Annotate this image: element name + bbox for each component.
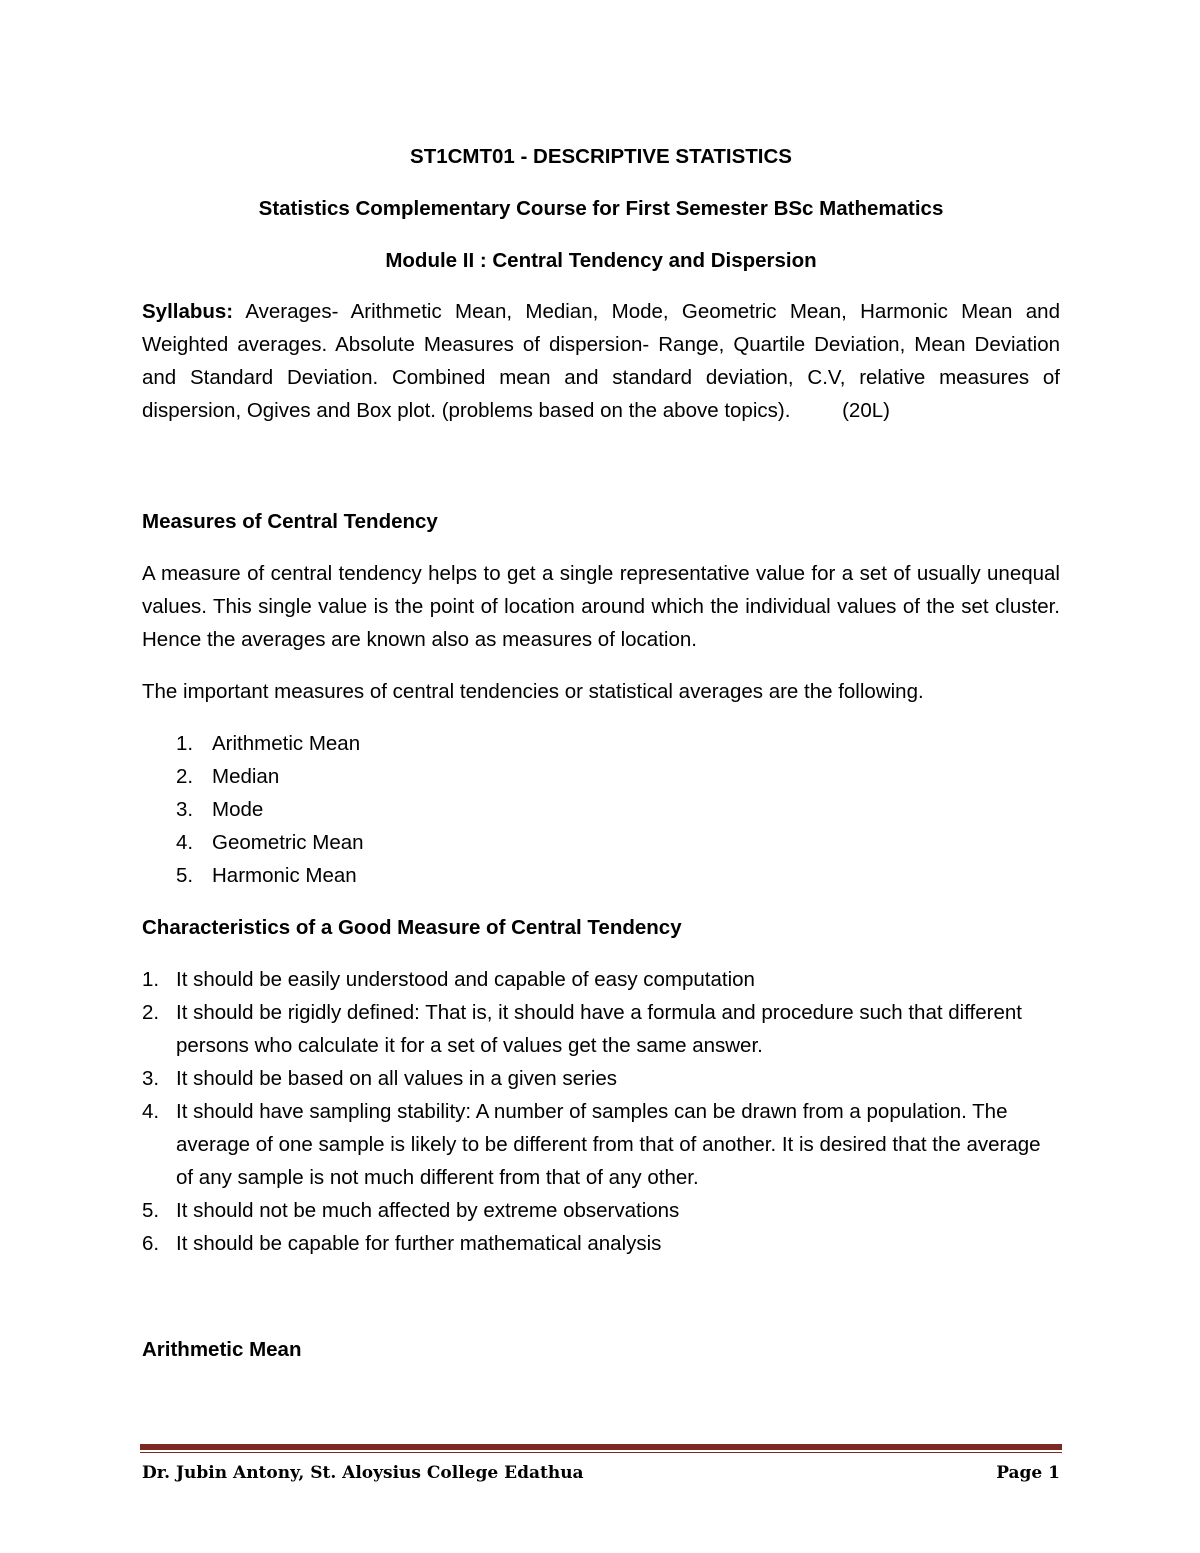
list-item-number: 3. <box>176 798 194 821</box>
measures-list-intro: The important measures of central tendencies or statistical averages are the following. <box>142 680 924 703</box>
list-item-text: Mode <box>212 798 264 821</box>
list-item <box>142 1194 1060 1227</box>
list-item <box>142 1227 1060 1260</box>
footer-rule-thin <box>140 1452 1062 1453</box>
list-item-number: 2. <box>142 1001 160 1024</box>
syllabus-text: Averages- Arithmetic Mean, Median, Mode, Geometric Mean, Harmonic Mean and Weighted averages. Absolute Measures of dispersion- Range, Quartile Deviation, Mean Deviation and Standard Deviation. Combined mean and standard deviation, C.V, relative measures of dispersion, Ogives and Box plot. (problems based on the above topics). <box>142 300 1060 422</box>
list-item <box>142 963 1060 996</box>
footer-rule <box>140 1444 1062 1450</box>
central-tendency-heading: Measures of Central Tendency <box>142 510 438 533</box>
list-item-text: It should be rigidly defined: That is, it should have a formula and procedure such that different persons who calculate it for a set of values get the same answer. <box>176 1001 1022 1057</box>
page-content <box>142 140 1060 1366</box>
list-item <box>142 996 1060 1062</box>
list-item-text: It should be easily understood and capable of easy computation <box>176 968 755 991</box>
list-item-number: 2. <box>176 765 194 788</box>
list-item <box>176 826 1060 859</box>
list-item <box>176 727 1060 760</box>
list-item-number: 5. <box>142 1199 160 1222</box>
characteristics-list <box>142 963 1060 1260</box>
list-item <box>176 760 1060 793</box>
footer-author: Dr. Jubin Antony, St. Aloysius College Edathua <box>142 1463 584 1483</box>
list-item <box>142 1095 1060 1194</box>
list-item-number: 3. <box>142 1067 160 1090</box>
list-item-number: 4. <box>142 1100 160 1123</box>
central-tendency-intro: A measure of central tendency helps to get a single representative value for a set of usually unequal values. This single value is the point of location around which the individual values of the set cluster. Hence the averages are known also as measures of location. <box>142 562 1060 651</box>
list-item <box>176 859 1060 892</box>
list-item <box>142 1062 1060 1095</box>
list-item-number: 5. <box>176 864 194 887</box>
footer-page-number: Page 1 <box>996 1463 1060 1483</box>
list-item-text: Arithmetic Mean <box>212 732 361 755</box>
syllabus-label: Syllabus: <box>142 300 234 323</box>
course-title: ST1CMT01 - DESCRIPTIVE STATISTICS <box>410 145 792 168</box>
characteristics-heading: Characteristics of a Good Measure of Central Tendency <box>142 916 682 939</box>
arithmetic-mean-heading: Arithmetic Mean <box>142 1338 302 1361</box>
list-item-number: 4. <box>176 831 194 854</box>
list-item-number: 6. <box>142 1232 160 1255</box>
list-item-text: It should be based on all values in a given series <box>176 1067 618 1090</box>
syllabus-paragraph <box>142 295 1060 427</box>
measures-list <box>142 727 1060 892</box>
list-item-text: It should be capable for further mathematical analysis <box>176 1232 662 1255</box>
course-subtitle: Statistics Complementary Course for First Semester BSc Mathematics <box>258 197 944 220</box>
list-item-text: Geometric Mean <box>212 831 364 854</box>
page-footer <box>142 1461 1060 1485</box>
module-title: Module II : Central Tendency and Dispersion <box>385 249 817 272</box>
list-item-text: It should have sampling stability: A number of samples can be drawn from a population. The average of one sample is likely to be different from that of another. It is desired that the average of any sample is not much different from that of any other. <box>176 1100 1041 1189</box>
list-item-number: 1. <box>142 968 160 991</box>
list-item-text: Harmonic Mean <box>212 864 357 887</box>
list-item-text: It should not be much affected by extreme observations <box>176 1199 680 1222</box>
list-item <box>176 793 1060 826</box>
list-item-number: 1. <box>176 732 194 755</box>
syllabus-hours: (20L) <box>842 399 890 422</box>
list-item-text: Median <box>212 765 280 788</box>
